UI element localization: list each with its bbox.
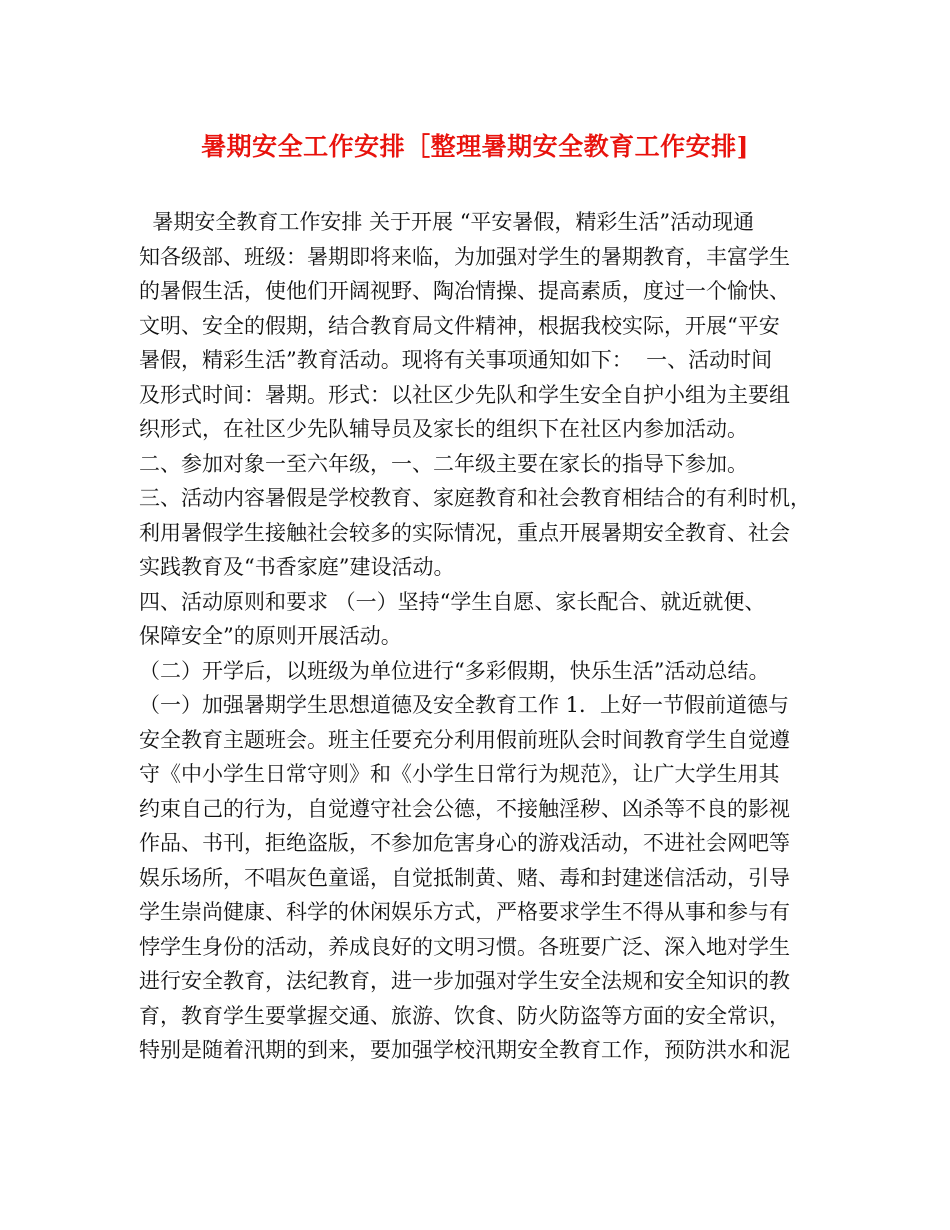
body-line: 的暑假生活，使他们开阔视野、陶冶情操、提高素质，度过一个愉快、 bbox=[139, 279, 790, 303]
body-line: 娱乐场所，不唱灰色童谣，自觉抵制黄、赌、毒和封建迷信活动，引导 bbox=[139, 865, 790, 890]
body-line: 进行安全教育，法纪教育，进一步加强对学生安全法规和安全知识的教 bbox=[139, 969, 790, 993]
body-line: 悖学生身份的活动，养成良好的文明习惯。各班要广泛、深入地对学生 bbox=[139, 934, 790, 959]
body-line: 保障安全”的原则开展活动。 bbox=[139, 624, 402, 648]
body-line: 及形式时间：暑期。形式：以社区少先队和学生安全自护小组为主要组 bbox=[139, 382, 790, 407]
body-line: 三、活动内容暑假是学校教育、家庭教育和社会教育相结合的有利时机， bbox=[139, 486, 811, 510]
body-line: 学生崇尚健康、科学的休闲娱乐方式，严格要求学生不得从事和参与有 bbox=[139, 900, 790, 924]
body-line: 四、活动原则和要求 （一）坚持“学生自愿、家长配合、就近就便、 bbox=[139, 589, 766, 614]
body-line: 育，教育学生要掌握交通、旅游、饮食、防火防盗等方面的安全常识， bbox=[139, 1003, 790, 1028]
body-line: 约束自己的行为，自觉遵守社会公德，不接触淫秽、凶杀等不良的影视 bbox=[139, 796, 790, 821]
body-line: 文明、安全的假期，结合教育局文件精神，根据我校实际，开展“平安 bbox=[139, 313, 780, 338]
body-line: 暑假，精彩生活”教育活动。现将有关事项通知如下： 一、活动时间 bbox=[139, 348, 773, 372]
body-line: 守《中小学生日常守则》和《小学生日常行为规范》，让广大学生用其 bbox=[139, 762, 780, 786]
body-line: （一）加强暑期学生思想道德及安全教育工作 1．上好一节假前道德与 bbox=[139, 693, 790, 717]
body-line: 特别是随着汛期的到来，要加强学校汛期安全教育工作，预防洪水和泥 bbox=[139, 1038, 790, 1062]
body-line: 安全教育主题班会。班主任要充分利用假前班队会时间教育学生自觉遵 bbox=[139, 727, 790, 752]
body-line: 利用暑假学生接触社会较多的实际情况，重点开展暑期安全教育、社会 bbox=[139, 520, 790, 545]
document-body bbox=[139, 205, 819, 1068]
body-line: 暑期安全教育工作安排 关于开展 “平安暑假，精彩生活”活动现通 bbox=[139, 210, 755, 234]
body-line: 织形式，在社区少先队辅导员及家长的组织下在社区内参加活动。 bbox=[139, 417, 748, 441]
body-line: 二、参加对象一至六年级，一、二年级主要在家长的指导下参加。 bbox=[139, 451, 748, 476]
body-line: （二）开学后，以班级为单位进行“多彩假期，快乐生活”活动总结。 bbox=[139, 658, 770, 683]
body-line: 作品、书刊，拒绝盗版，不参加危害身心的游戏活动，不进社会网吧等 bbox=[139, 831, 790, 855]
body-line: 实践教育及“书香家庭”建设活动。 bbox=[139, 555, 455, 579]
body-line: 知各级部、班级：暑期即将来临，为加强对学生的暑期教育，丰富学生 bbox=[139, 244, 790, 269]
document-title: 暑期安全工作安排［整理暑期安全教育工作安排] bbox=[201, 132, 749, 161]
